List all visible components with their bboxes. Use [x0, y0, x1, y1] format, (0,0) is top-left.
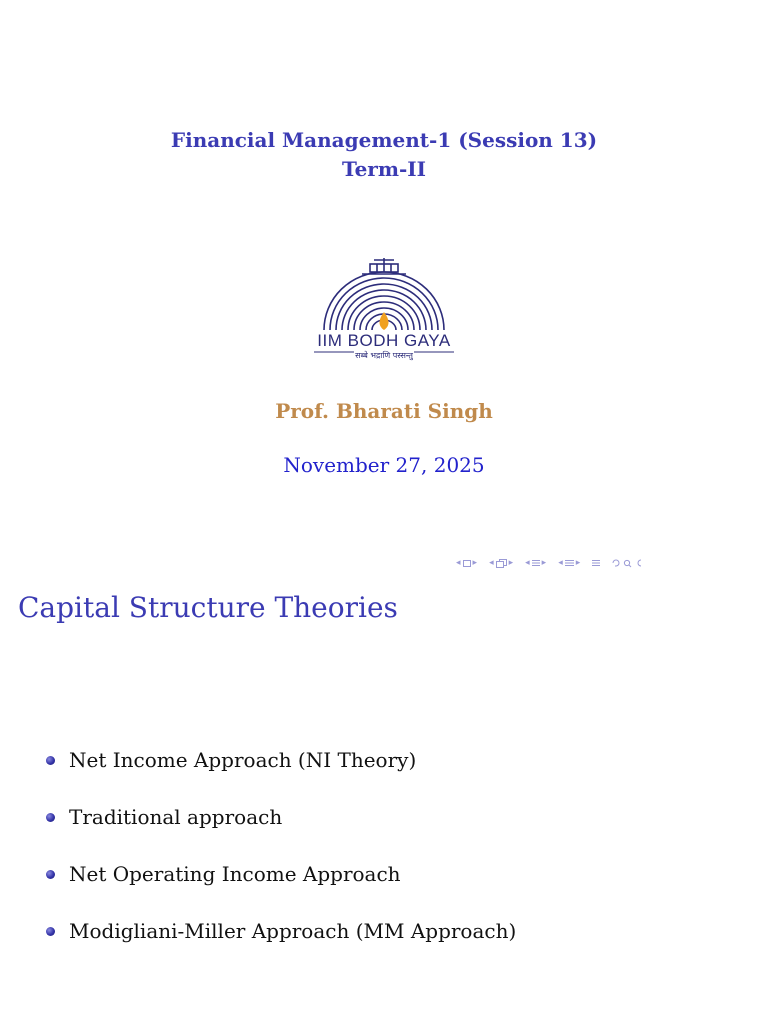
presentation-date: November 27, 2025 — [283, 453, 485, 477]
left-arrow-icon[interactable]: ◂ — [456, 558, 461, 568]
frame-title: Capital Structure Theories — [18, 591, 398, 624]
list-item-text: Modigliani-Miller Approach (MM Approach) — [69, 919, 517, 943]
list-item-text: Traditional approach — [69, 805, 283, 829]
logo-tagline: सब्बे भद्राणि पस्सन्तु — [355, 351, 413, 360]
subsubsection-nav-icon — [565, 559, 574, 567]
subsection-nav-icon — [496, 559, 507, 568]
content-slide — [0, 576, 768, 1024]
section-nav-icon — [532, 559, 540, 567]
bullet-icon — [46, 870, 55, 879]
subsection-nav[interactable] — [489, 558, 513, 568]
frame-nav[interactable] — [456, 558, 477, 568]
logo-text: IIM BODH GAYA — [317, 331, 451, 350]
list-item — [46, 746, 516, 803]
list-item-text: Net Operating Income Approach — [69, 862, 401, 886]
search-icon — [612, 559, 642, 568]
left-arrow-icon[interactable]: ◂ — [525, 558, 530, 568]
align-nav[interactable] — [592, 559, 600, 567]
right-arrow-icon[interactable]: ▸ — [508, 558, 514, 568]
list-item — [46, 917, 516, 974]
left-arrow-icon[interactable]: ◂ — [558, 558, 563, 568]
section-nav[interactable] — [525, 558, 546, 568]
presentation-title — [0, 126, 768, 184]
right-arrow-icon[interactable]: ▸ — [472, 558, 478, 568]
list-item-text: Net Income Approach (NI Theory) — [69, 748, 417, 772]
align-icon — [592, 559, 600, 567]
left-arrow-icon[interactable]: ◂ — [489, 558, 494, 568]
bullet-icon — [46, 756, 55, 765]
search-nav[interactable] — [612, 559, 642, 568]
frame-nav-icon — [463, 560, 471, 567]
subsubsection-nav[interactable] — [558, 558, 580, 568]
list-item — [46, 860, 516, 917]
bullet-icon — [46, 927, 55, 936]
bullet-list — [46, 746, 516, 974]
title-line-1: Financial Management-1 (Session 13) — [170, 128, 598, 152]
author-name: Prof. Bharati Singh — [275, 399, 493, 423]
iim-bodh-gaya-logo — [300, 254, 468, 366]
bullet-icon — [46, 813, 55, 822]
title-line-2: Term-II — [341, 157, 427, 181]
right-arrow-icon[interactable]: ▸ — [575, 558, 581, 568]
beamer-navigation-bar — [456, 556, 650, 570]
right-arrow-icon[interactable]: ▸ — [541, 558, 547, 568]
list-item — [46, 803, 516, 860]
